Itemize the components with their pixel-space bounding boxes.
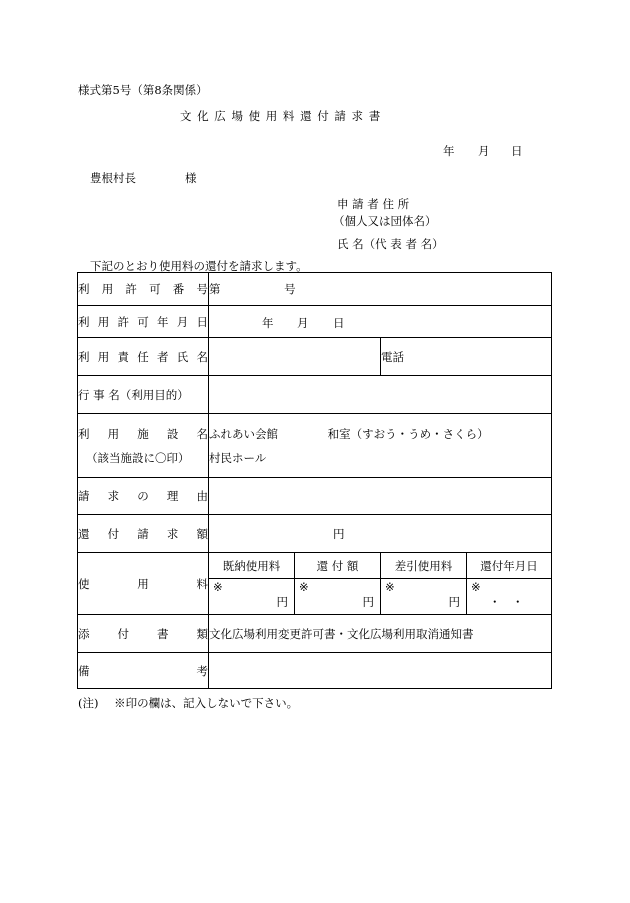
fee-refund-unit: 円	[362, 595, 374, 609]
addressee-honorific: 様	[185, 171, 197, 185]
applicant-address-label: 申 請 者 住 所	[337, 197, 410, 211]
permit-date-month: 月	[297, 316, 309, 330]
fee-balance-unit: 円	[448, 595, 460, 609]
remarks-field[interactable]	[209, 653, 552, 689]
fee-header-refund-date: 還付年月日	[467, 553, 552, 579]
permit-date-day: 日	[333, 316, 345, 330]
date-day: 日	[511, 144, 523, 158]
fee-refund-date-cell	[467, 579, 552, 615]
footnote	[78, 695, 298, 711]
responsible-name-field[interactable]	[209, 338, 381, 376]
fee-refund-cell	[295, 579, 381, 615]
refund-amount-field[interactable]	[209, 515, 552, 553]
row-event	[78, 376, 552, 414]
applicant-name-label: 氏 名（代 表 者 名）	[337, 237, 444, 251]
fee-paid-unit: 円	[276, 595, 288, 609]
row-refund-amount	[78, 515, 552, 553]
permit-number-label: 利 用 許 可 番 号	[78, 273, 209, 306]
refund-amount-label: 還 付 請 求 額	[78, 515, 209, 553]
applicant-type-label: （個人又は団体名）	[333, 214, 437, 228]
fee-paid-cell	[209, 579, 295, 615]
refund-form-table	[77, 272, 552, 689]
row-permit-date	[78, 306, 552, 338]
row-facility	[78, 414, 552, 478]
permit-date-field[interactable]	[209, 306, 552, 338]
fee-refund-date-mark: ※	[471, 580, 481, 594]
facility-field[interactable]	[209, 414, 552, 478]
row-responsible	[78, 338, 552, 376]
attachments-label: 添 付 書 類	[78, 615, 209, 653]
facility-note: （該当施設に〇印）	[86, 450, 190, 465]
facility-option-washitsu[interactable]: 和室（すおう・うめ・さくら）	[327, 426, 489, 441]
remarks-label: 備 考	[78, 653, 209, 689]
event-label: 行 事 名（利用目的）	[78, 376, 209, 414]
fee-balance-cell	[381, 579, 467, 615]
permit-number-field[interactable]	[209, 273, 552, 306]
event-field[interactable]	[209, 376, 552, 414]
addressee-name: 豊根村長	[90, 171, 136, 185]
fee-header-refund: 還 付 額	[295, 553, 381, 579]
permit-number-prefix: 第	[209, 282, 221, 296]
form-number: 様式第5号（第8条関係）	[78, 83, 208, 97]
intro-text: 下記のとおり使用料の還付を請求します。	[90, 259, 308, 273]
fee-balance-mark: ※	[385, 580, 395, 594]
fee-header-balance: 差引使用料	[381, 553, 467, 579]
row-permit-number	[78, 273, 552, 306]
page-title: 文 化 広 場 使 用 料 還 付 請 求 書	[180, 109, 382, 123]
facility-option-hall[interactable]: 村民ホール	[209, 450, 267, 465]
date-month: 月	[478, 144, 490, 158]
responsible-label: 利 用 責 任 者 氏 名	[78, 338, 209, 376]
row-attachments	[78, 615, 552, 653]
attachments-field: 文化広場利用変更許可書・文化広場利用取消通知書	[209, 615, 552, 653]
permit-date-label: 利 用 許 可 年 月 日	[78, 306, 209, 338]
reason-field[interactable]	[209, 478, 552, 515]
fee-refund-date-dots: ・ ・	[489, 595, 524, 609]
row-remarks	[78, 653, 552, 689]
date-year: 年	[443, 144, 455, 158]
refund-amount-unit: 円	[333, 527, 345, 541]
phone-field[interactable]	[381, 338, 552, 376]
phone-label: 電話	[381, 349, 404, 364]
row-fee-header	[78, 553, 552, 579]
reason-label: 請 求 の 理 由	[78, 478, 209, 515]
fee-paid-mark: ※	[213, 580, 223, 594]
fee-label: 使 用 料	[78, 553, 209, 615]
footnote-text: ※印の欄は、記入しないで下さい。	[114, 696, 299, 710]
footnote-prefix: (注)	[78, 696, 99, 710]
fee-refund-mark: ※	[299, 580, 309, 594]
fee-header-paid: 既納使用料	[209, 553, 295, 579]
row-reason	[78, 478, 552, 515]
facility-option-fureai[interactable]: ふれあい会館	[209, 426, 278, 441]
facility-label: 利 用 施 設 名 （該当施設に〇印）	[78, 414, 209, 478]
permit-number-suffix: 号	[284, 282, 296, 296]
permit-date-year: 年	[262, 316, 274, 330]
